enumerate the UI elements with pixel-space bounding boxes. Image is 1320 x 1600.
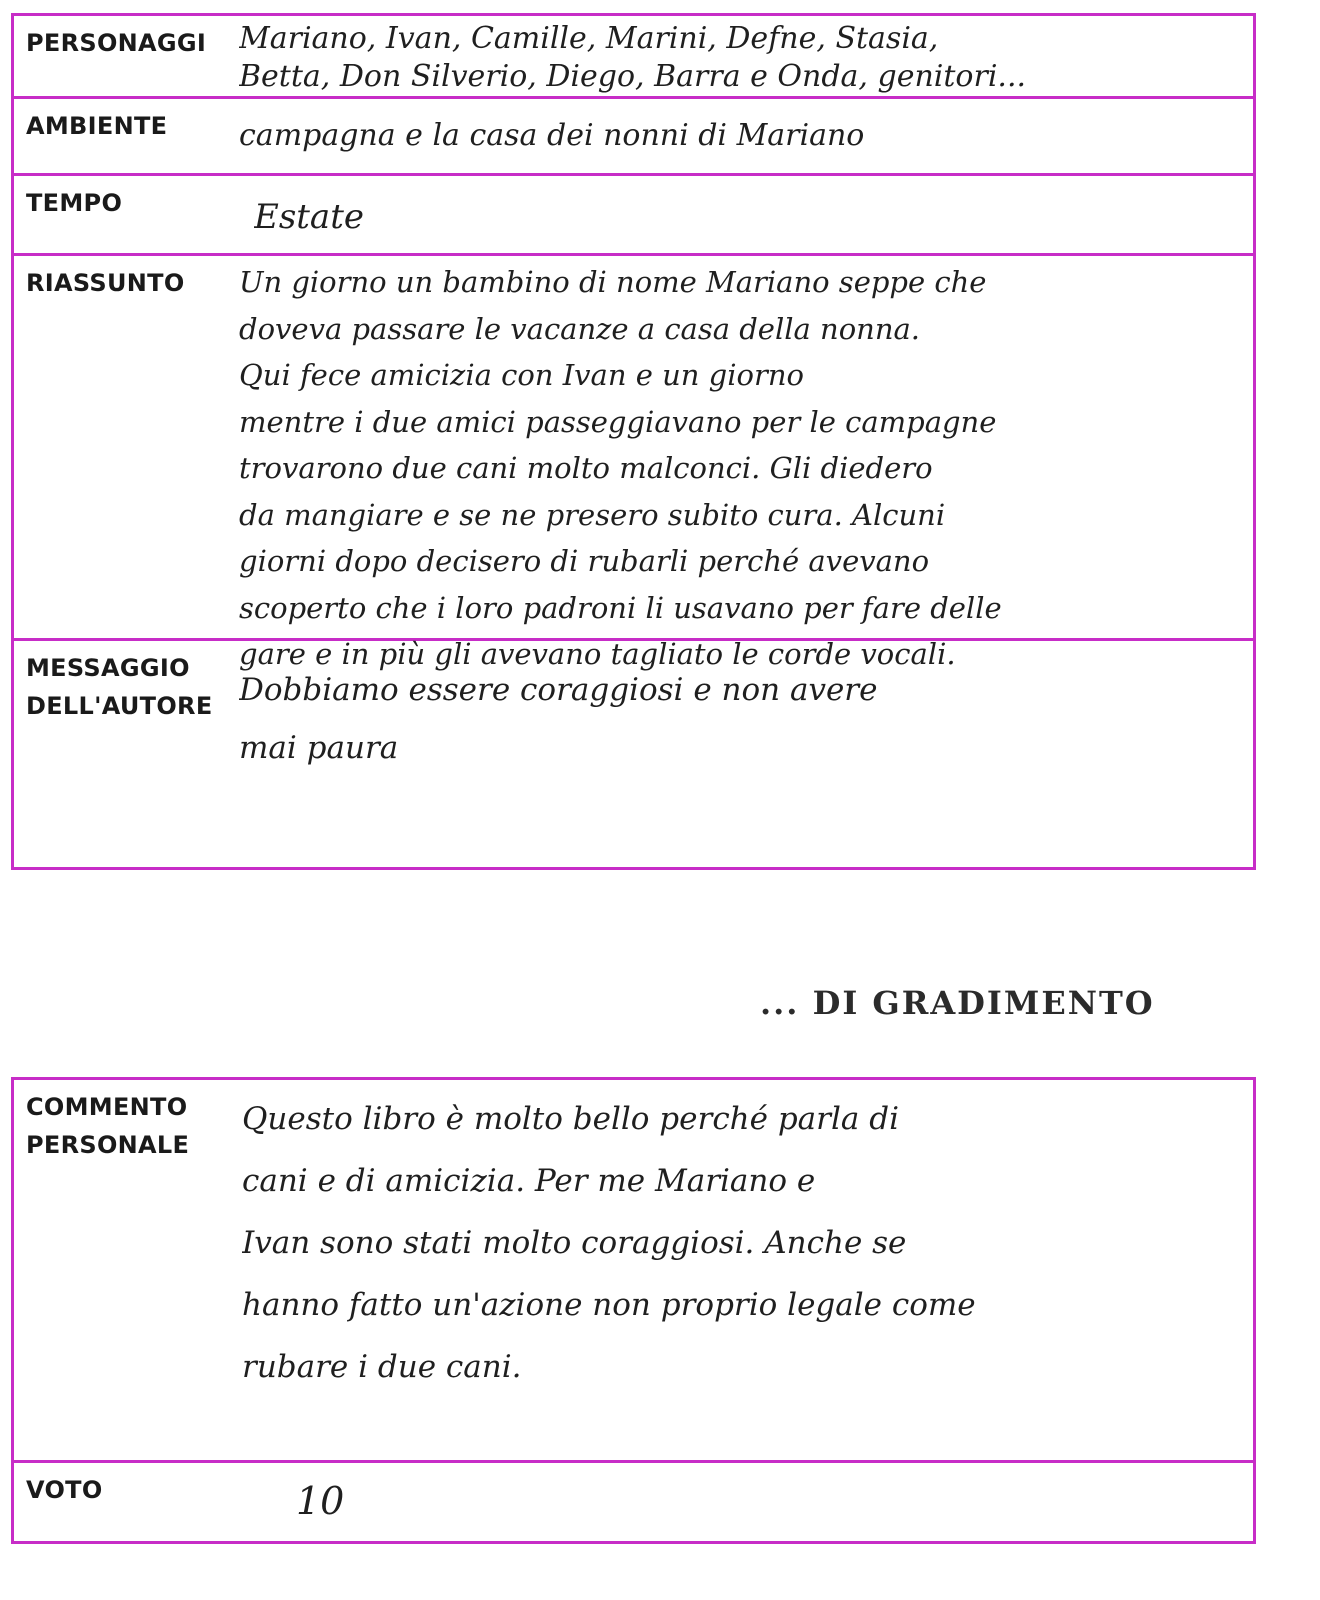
- row-commento-personale: [14, 1080, 1253, 1463]
- book-report-form: [11, 13, 1256, 870]
- personaggi-value: Mariano, Ivan, Camille, Marini, Defne, Stasia, Betta, Don Silverio, Diego, Barra e Onda, genitori...: [239, 21, 1027, 94]
- section-title: ... DI GRADIMENTO: [760, 984, 1155, 1022]
- row-tempo: [14, 176, 1253, 256]
- commento-label: COMMENTO PERSONALE: [26, 1093, 190, 1159]
- riassunto-value: Un giorno un bambino di nome Mariano seppe che doveva passare le vacanze a casa della nonna. Qui fece amicizia con Ivan e un giorno mentre i due amici passeggiavano per le campagne trovarono due cani molto malconci. Gli diedero da mangiare e se ne presero subito cura. Alcuni giorni dopo decisero di rubarli perché avevano scoperto che i loro padroni li usavano per fare delle gare e in più gli avevano tagliato le corde vocali.: [239, 265, 1002, 671]
- row-personaggi: [14, 16, 1253, 99]
- ambiente-label: AMBIENTE: [26, 112, 168, 140]
- row-messaggio-autore: [14, 641, 1253, 867]
- commento-value: Questo libro è molto bello perché parla di cani e di amicizia. Per me Mariano e Ivan sono stati molto coraggiosi. Anche se hanno fatto un'azione non proprio legale come rubare i due cani.: [242, 1101, 976, 1385]
- voto-value: 10: [296, 1479, 345, 1523]
- tempo-value: Estate: [254, 197, 364, 237]
- ambiente-value: campagna e la casa dei nonni di Mariano: [239, 118, 865, 153]
- row-ambiente: [14, 99, 1253, 176]
- tempo-label: TEMPO: [26, 189, 123, 217]
- riassunto-label: RIASSUNTO: [26, 269, 185, 297]
- row-riassunto: [14, 256, 1253, 671]
- personaggi-label: PERSONAGGI: [26, 29, 207, 57]
- messaggio-label: MESSAGGIO DELL'AUTORE: [26, 654, 213, 720]
- gradimento-form: [11, 1077, 1256, 1544]
- row-voto: [14, 1463, 1253, 1541]
- voto-label: VOTO: [26, 1476, 103, 1504]
- messaggio-value: Dobbiamo essere coraggiosi e non avere mai paura: [239, 672, 878, 766]
